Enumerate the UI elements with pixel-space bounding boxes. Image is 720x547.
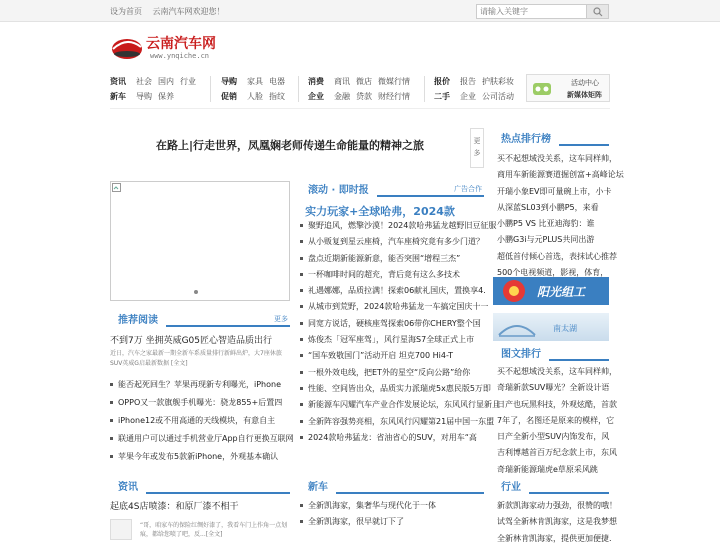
list-item[interactable]: 试驾全新林肯凯海家，这是我梦想 — [497, 517, 617, 527]
bullet — [300, 420, 303, 423]
emblem-icon — [499, 278, 529, 304]
scroll-news-title: 滚动 · 即时报 — [300, 179, 377, 198]
hot-rank-title-bar — [493, 128, 609, 146]
top-headline[interactable]: 在路上|行走世界，凤凰娴老师传递生命能量的精神之旅 — [155, 139, 425, 152]
nav-item[interactable]: 二手 — [434, 92, 450, 101]
list-item[interactable] — [300, 316, 484, 332]
list-item-text: 苹果今年或发布5款新iPhone，外观基本确认 — [118, 452, 279, 462]
pic-rank-title-bar — [493, 343, 609, 361]
logo-emblem-icon — [110, 32, 144, 62]
bullet — [300, 354, 303, 357]
bullet — [300, 387, 303, 390]
recommend-title-bar — [110, 309, 290, 327]
nav-item[interactable]: 微店 — [356, 77, 372, 86]
list-item[interactable]: 500个电视频道，影视，体育， — [497, 268, 609, 278]
nav-group-news — [110, 74, 202, 104]
list-item[interactable] — [300, 332, 484, 348]
search-button[interactable] — [586, 5, 608, 18]
new-car-title: 新车 — [300, 476, 336, 495]
logo-url: www.ynqiche.cn — [150, 52, 210, 60]
list-item[interactable]: 超低首付倾心首选，表抹试心推荐 — [497, 251, 617, 261]
ad-banner-lake[interactable] — [493, 313, 609, 341]
nav-item[interactable]: 公司活动 — [482, 92, 514, 101]
list-item[interactable]: 开瑞小象EV即可量碗上市，小卡 — [497, 186, 612, 196]
activity-center-icon — [531, 79, 553, 99]
list-item[interactable] — [300, 283, 484, 299]
search-input[interactable] — [477, 5, 587, 18]
broken-image-icon — [112, 183, 122, 193]
bullet — [110, 401, 113, 404]
more-vertical-tab[interactable] — [470, 128, 484, 168]
industry-list — [497, 498, 617, 547]
nav-item[interactable]: 企业 — [460, 92, 476, 101]
bullet — [300, 504, 303, 507]
list-item[interactable] — [110, 393, 290, 412]
list-item-text: 新能源车闪耀汽车产业合作发展论坛，东风风行显新且 — [308, 400, 500, 410]
list-item[interactable] — [300, 414, 495, 430]
bullet — [300, 403, 303, 406]
search-box — [476, 4, 609, 19]
list-item-text: iPhone12或不用高通的天线模块，有意自主 — [118, 416, 276, 426]
nav-item[interactable]: 财经行情 — [378, 92, 410, 101]
list-item[interactable]: 日产全新小型SUV内饰发布，风 — [497, 432, 610, 442]
list-item-text: 从小贩复到星云座椅，汽车座椅究竟有多少门道？ — [308, 237, 484, 247]
hot-rank-title: 热点排行榜 — [493, 128, 559, 147]
bridge-icon — [497, 315, 537, 339]
list-item[interactable] — [110, 412, 290, 430]
list-item-text: 同宽方说话，硬核座驾探索06带你CHERY整个国 — [308, 318, 481, 328]
bullet — [300, 322, 303, 325]
top-bar — [0, 0, 720, 22]
scroll-news-title-bar — [300, 179, 484, 197]
bullet — [300, 371, 303, 374]
bullet — [300, 289, 303, 292]
nav-divider-line — [110, 108, 610, 109]
recommend-title: 推荐阅读 — [110, 309, 166, 328]
bullet — [300, 224, 303, 227]
list-item[interactable]: 吉利博越首百万纪念款上市，东风 — [497, 448, 617, 458]
new-car-title-bar — [300, 476, 484, 494]
scroll-news-list — [300, 218, 500, 446]
list-item[interactable]: 小鹏P5 VS 比亚迪海豹：谁 — [497, 219, 595, 229]
bullet — [300, 240, 303, 243]
list-item-text: 联通用户可以通过手机营业厅App自行更换互联网 — [118, 434, 294, 444]
nav-item[interactable]: 微媒行情 — [378, 77, 410, 86]
list-item[interactable]: 买不起想域没关系，这车同样帅， — [497, 367, 617, 376]
nav-item[interactable]: 金融 — [334, 92, 350, 101]
nav-group-price — [434, 74, 532, 104]
list-item-text: 炼俊杰「冠军座驾」，风行星海S7全球正式上市 — [308, 335, 475, 345]
nav-item[interactable]: 社会 — [136, 77, 152, 86]
bullet — [110, 419, 113, 422]
news-desc: “哥，咱家车的保险红绸好漆了，我看车门上作角一点划痕，都给您喷了吧，反...[全文] — [140, 522, 288, 538]
list-item[interactable] — [300, 430, 484, 446]
list-item-text: 聚野追风，燃擎沙漠！2024款哈弗猛龙越野旧豆征服 — [308, 221, 497, 230]
list-item[interactable] — [300, 397, 500, 413]
news-thumbnail[interactable] — [110, 519, 132, 540]
list-item-text: OPPO又一款旗舰手机曝光：骁龙855+后置四 — [118, 398, 283, 408]
nav-group-consume — [308, 74, 428, 104]
nav-item[interactable]: 贷款 — [356, 92, 372, 101]
nav-group-shopping — [221, 74, 291, 104]
ad-banner-2-text: 南太湖 — [553, 324, 577, 333]
new-car-list — [300, 498, 484, 531]
list-item[interactable]: 奇瑞新能源瑞虎e草原采风跳 — [497, 464, 598, 474]
list-item[interactable] — [300, 348, 484, 364]
list-item[interactable] — [300, 381, 491, 397]
bullet — [110, 437, 113, 440]
nav-divider — [210, 76, 211, 102]
list-item[interactable]: 从深蓝SL03到小鹏P5，来看 — [497, 202, 599, 212]
list-item[interactable] — [300, 251, 484, 267]
nav-item[interactable]: 资讯 — [110, 77, 126, 86]
list-item[interactable] — [110, 377, 290, 393]
list-item[interactable] — [300, 234, 484, 250]
list-item-text: 性能、空间皆出众，品质实力派瑞虎5x惠民版5万即 — [308, 383, 491, 393]
pic-rank-list — [497, 364, 617, 478]
list-item-text: 全新凯海家，很早就订下了 — [308, 517, 404, 527]
list-item[interactable]: 新款凯海家动力强劲，很赞的哦！ — [497, 501, 617, 510]
ad-cooperation-link[interactable]: 广告合作 — [454, 185, 482, 193]
nav-item[interactable]: 电器 — [269, 77, 285, 86]
nav-item[interactable]: 新车 — [110, 92, 126, 101]
list-item-text: “国车致敬国门”活动开启 坦克700 Hi4-T — [308, 351, 454, 361]
site-logo[interactable] — [110, 30, 220, 64]
list-item-text: 礼遇娜娜，品质拉满！探索06献礼国庆，置换享4. — [308, 286, 486, 296]
bullet — [110, 455, 113, 458]
list-item-text: 盘点近期新能源新意，能否突围“增程三杰” — [308, 253, 461, 263]
feature-title[interactable]: 不到7万 坐拥英威G05匠心智造品质出行 — [110, 336, 273, 346]
list-item[interactable] — [300, 218, 497, 234]
list-item-text: 一根外效电线，把ET外的星空“反向公路”给你 — [308, 367, 471, 377]
slide-indicator-dot[interactable] — [194, 290, 198, 294]
ad-banner-sunshine[interactable] — [493, 277, 609, 305]
feature-desc: 近日，汽车之家最新一期全新车系质量排行新鲜出炉，大7座休旅SUV英威G启最新数据 [全文] — [110, 350, 282, 367]
logo-text: 云南汽车网 — [146, 36, 216, 52]
nav-divider — [298, 76, 299, 102]
nav-item[interactable]: 人脸 — [247, 92, 263, 101]
nav-item[interactable]: 消费 — [308, 77, 324, 86]
news-title: 资讯 — [110, 476, 146, 495]
nav-item[interactable]: 行业 — [180, 77, 196, 86]
list-item[interactable] — [300, 498, 484, 514]
top-links — [110, 6, 233, 17]
nav-item[interactable]: 促销 — [221, 92, 237, 101]
nav-item[interactable]: 导购 — [221, 77, 237, 86]
industry-title-bar — [493, 476, 609, 494]
list-item[interactable] — [110, 448, 290, 466]
scroll-headline[interactable]: 实力玩家+全球哈弗，2024款 — [305, 205, 455, 218]
industry-title: 行业 — [493, 476, 529, 495]
recommend-more-link[interactable]: 更多 — [274, 315, 288, 323]
list-item-text: 全新凯海家，集奢华与现代化于一体 — [308, 501, 436, 510]
list-item[interactable]: 7年了，名图还是原来的模样，它 — [497, 415, 615, 425]
nav-item[interactable]: 报告 — [460, 77, 476, 86]
nav-item[interactable]: 护肤彩妆 — [482, 77, 514, 86]
list-item-text: 全新阵容强势亮相，东风风行闪耀第21届中国一东盟 — [308, 416, 495, 426]
nav-divider — [424, 76, 425, 102]
search-icon — [593, 7, 603, 17]
bullet — [300, 436, 303, 439]
list-item-text: 2024款哈弗猛龙：省油省心的SUV，对用车“高 — [308, 432, 477, 442]
welcome-text: 云南汽车网欢迎您！ — [152, 7, 225, 16]
bullet — [110, 383, 113, 386]
news-title-bar — [110, 476, 290, 494]
list-item[interactable]: 日产也玩黑科技，外观炫酷，首款 — [497, 399, 617, 409]
bullet — [300, 520, 303, 523]
list-item[interactable] — [300, 267, 484, 283]
list-item[interactable] — [300, 365, 484, 381]
bullet — [300, 257, 303, 260]
list-item-text: 能否起死回生？苹果再现新专利曝光，iPhone — [118, 380, 282, 389]
activity-center-promo[interactable] — [526, 74, 610, 102]
list-item-text: 从城市到荒野，2024款哈弗猛龙一车搞定国庆十一 — [308, 302, 489, 312]
nav-item[interactable]: 国内 — [158, 77, 174, 86]
promo-line1: 活动中心 — [571, 79, 599, 87]
pic-rank-title: 图文排行 — [493, 343, 549, 362]
recommend-list — [110, 377, 294, 466]
nav-item[interactable]: 保养 — [158, 92, 174, 101]
nav-item[interactable]: 商讯 — [334, 77, 350, 86]
nav-item[interactable]: 导购 — [136, 92, 152, 101]
list-item-text: 一杯咖啡时间的超充，背后竟有这么多技术 — [308, 269, 460, 279]
list-item[interactable] — [300, 299, 489, 315]
bullet — [300, 273, 303, 276]
nav-item[interactable]: 家具 — [247, 77, 263, 86]
list-item[interactable] — [300, 514, 484, 530]
slideshow-image[interactable] — [110, 181, 290, 301]
more-tab-label: 更多 — [473, 137, 481, 157]
news-headline[interactable]: 起底4S店喷漆：和原厂漆不相干 — [110, 502, 239, 512]
list-item[interactable]: 全新林肯凯海家，提供更加便捷. — [497, 533, 612, 543]
ad-banner-text: 阳光组工 — [537, 285, 586, 299]
nav-item[interactable]: 指纹 — [269, 92, 285, 101]
bullet — [300, 338, 303, 341]
hot-rank-list — [497, 151, 624, 281]
list-item[interactable]: 奇瑞新款SUV曝光？全新设计语 — [497, 383, 610, 393]
list-item[interactable] — [110, 430, 294, 448]
set-home-link[interactable]: 设为首页 — [110, 7, 142, 16]
nav-item[interactable]: 报价 — [434, 77, 450, 86]
promo-line2: 新媒体矩阵 — [567, 91, 602, 99]
list-item[interactable]: 小鹏G3i与元PLUS共同出游 — [497, 235, 595, 245]
bullet — [300, 305, 303, 308]
nav-item[interactable]: 企业 — [308, 92, 324, 101]
list-item[interactable]: 买不起想域没关系，这车同样帅， — [497, 154, 617, 163]
list-item[interactable]: 商用车新能源赛道掘创富+高峰论坛 — [497, 170, 624, 180]
